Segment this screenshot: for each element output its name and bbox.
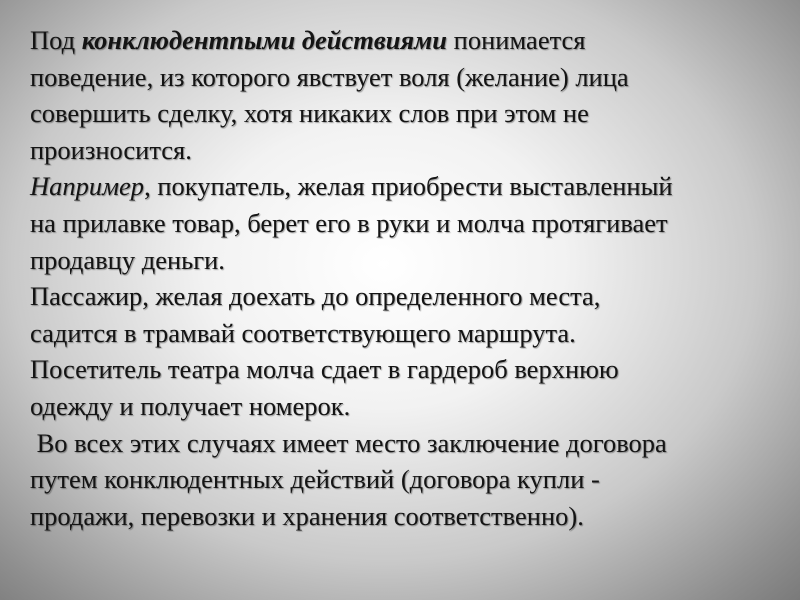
example-passenger-line-1: Пассажир, желая доехать до определенного места, (30, 281, 601, 312)
example-label: Например (30, 171, 145, 202)
example-buyer-line-2: на прилавке товар, берет его в руки и молча протягивает (30, 207, 668, 238)
definition-line-4: произносится. (30, 134, 192, 165)
conclusion-line-3: продажи, перевозки и хранения соответственно). (30, 500, 584, 531)
defined-term: конклюдентпыми действиями (81, 25, 448, 55)
example-theatre-line-2: одежду и получает номерок. (30, 390, 351, 421)
example-buyer-line-3: продавцу деньги. (30, 244, 225, 275)
conclusion-line-1: Во всех этих случаях имеет место заключение договора (30, 427, 667, 458)
example-theatre-line-1: Посетитель театра молча сдает в гардероб верхнюю (30, 354, 619, 385)
example-passenger-line-2: садится в трамвай соответствующего маршрута. (30, 317, 576, 348)
definition-line-1 (30, 22, 790, 59)
conclusion-line-2: путем конклюдентных действий (договора купли - (30, 464, 600, 495)
definition-suffix: понимается (447, 25, 586, 55)
definition-prefix: Под (30, 25, 82, 55)
slide-body-text (30, 22, 790, 534)
definition-line-2: поведение, из которого явствует воля (желание) лица (30, 61, 629, 92)
definition-line-3: совершить сделку, хотя никаких слов при этом не (30, 98, 589, 129)
example-buyer-text: , покупатель, желая приобрести выставленный (144, 171, 673, 202)
example-buyer-line-1 (30, 168, 790, 205)
